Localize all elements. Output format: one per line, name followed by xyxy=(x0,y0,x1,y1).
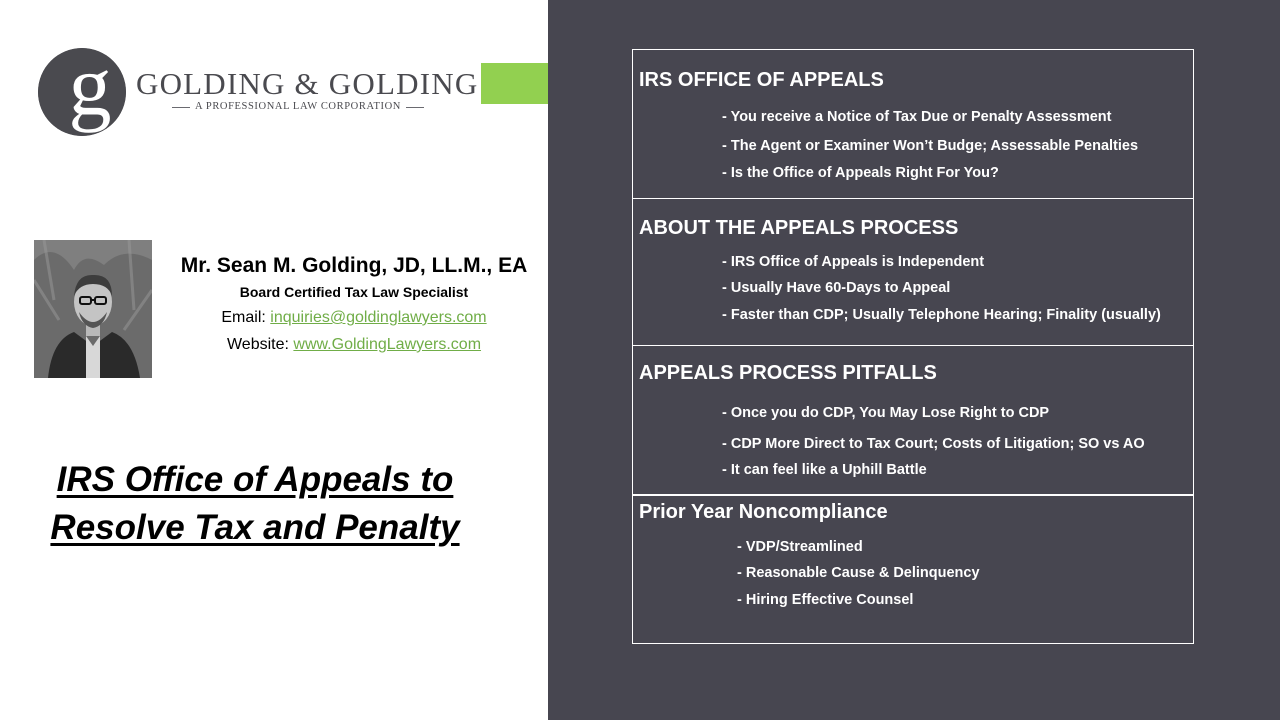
logo-g-icon xyxy=(38,48,126,136)
profile-email-line xyxy=(168,309,540,327)
section-item: - Is the Office of Appeals Right For You? xyxy=(722,165,999,181)
left-panel xyxy=(0,0,548,720)
section-item: - CDP More Direct to Tax Court; Costs of Litigation; SO vs AO xyxy=(722,436,1145,452)
profile-name: Mr. Sean M. Golding, JD, LL.M., EA xyxy=(180,254,528,277)
section-irs-office-of-appeals xyxy=(632,49,1194,199)
profile-website-line xyxy=(168,336,540,354)
section-heading: IRS OFFICE OF APPEALS xyxy=(639,69,884,91)
section-item: - Once you do CDP, You May Lose Right to CDP xyxy=(722,405,1050,421)
website-link[interactable]: www.GoldingLawyers.com xyxy=(293,336,482,353)
logo-tagline: A PROFESSIONAL LAW CORPORATION xyxy=(195,101,401,112)
svg-text:g: g xyxy=(68,48,112,133)
section-appeals-process-pitfalls xyxy=(632,345,1194,496)
email-label: Email: xyxy=(221,309,266,326)
logo-rule-right xyxy=(406,107,424,108)
section-heading: APPEALS PROCESS PITFALLS xyxy=(639,362,937,384)
section-item: - Usually Have 60-Days to Appeal xyxy=(722,280,951,296)
section-prior-year-noncompliance xyxy=(632,494,1194,644)
website-label: Website: xyxy=(226,336,289,353)
section-item: - IRS Office of Appeals is Independent xyxy=(722,254,985,270)
profile-card xyxy=(168,254,540,363)
section-heading: Prior Year Noncompliance xyxy=(639,501,888,523)
deck-title xyxy=(40,456,470,552)
section-heading: ABOUT THE APPEALS PROCESS xyxy=(639,217,959,239)
section-item: - Hiring Effective Counsel xyxy=(737,592,914,608)
section-item: - VDP/Streamlined xyxy=(737,539,863,555)
section-about-appeals-process xyxy=(632,197,1194,346)
profile-photo xyxy=(34,240,152,378)
section-item: - The Agent or Examiner Won’t Budge; Assessable Penalties xyxy=(722,138,1139,154)
section-item: - Reasonable Cause & Delinquency xyxy=(737,565,980,581)
email-link[interactable]: inquiries@goldinglawyers.com xyxy=(270,309,487,326)
section-item: - Faster than CDP; Usually Telephone Hearing; Finality (usually) xyxy=(722,307,1161,323)
profile-title: Board Certified Tax Law Specialist xyxy=(239,284,469,300)
logo-wordmark: GOLDING & GOLDING xyxy=(136,66,479,101)
deck-title-line-1: IRS Office of Appeals to xyxy=(56,460,454,499)
section-item: - You receive a Notice of Tax Due or Penalty Assessment xyxy=(722,109,1112,125)
deck-title-line-2: Resolve Tax and Penalty xyxy=(50,508,460,547)
section-item: - It can feel like a Uphill Battle xyxy=(722,462,927,478)
